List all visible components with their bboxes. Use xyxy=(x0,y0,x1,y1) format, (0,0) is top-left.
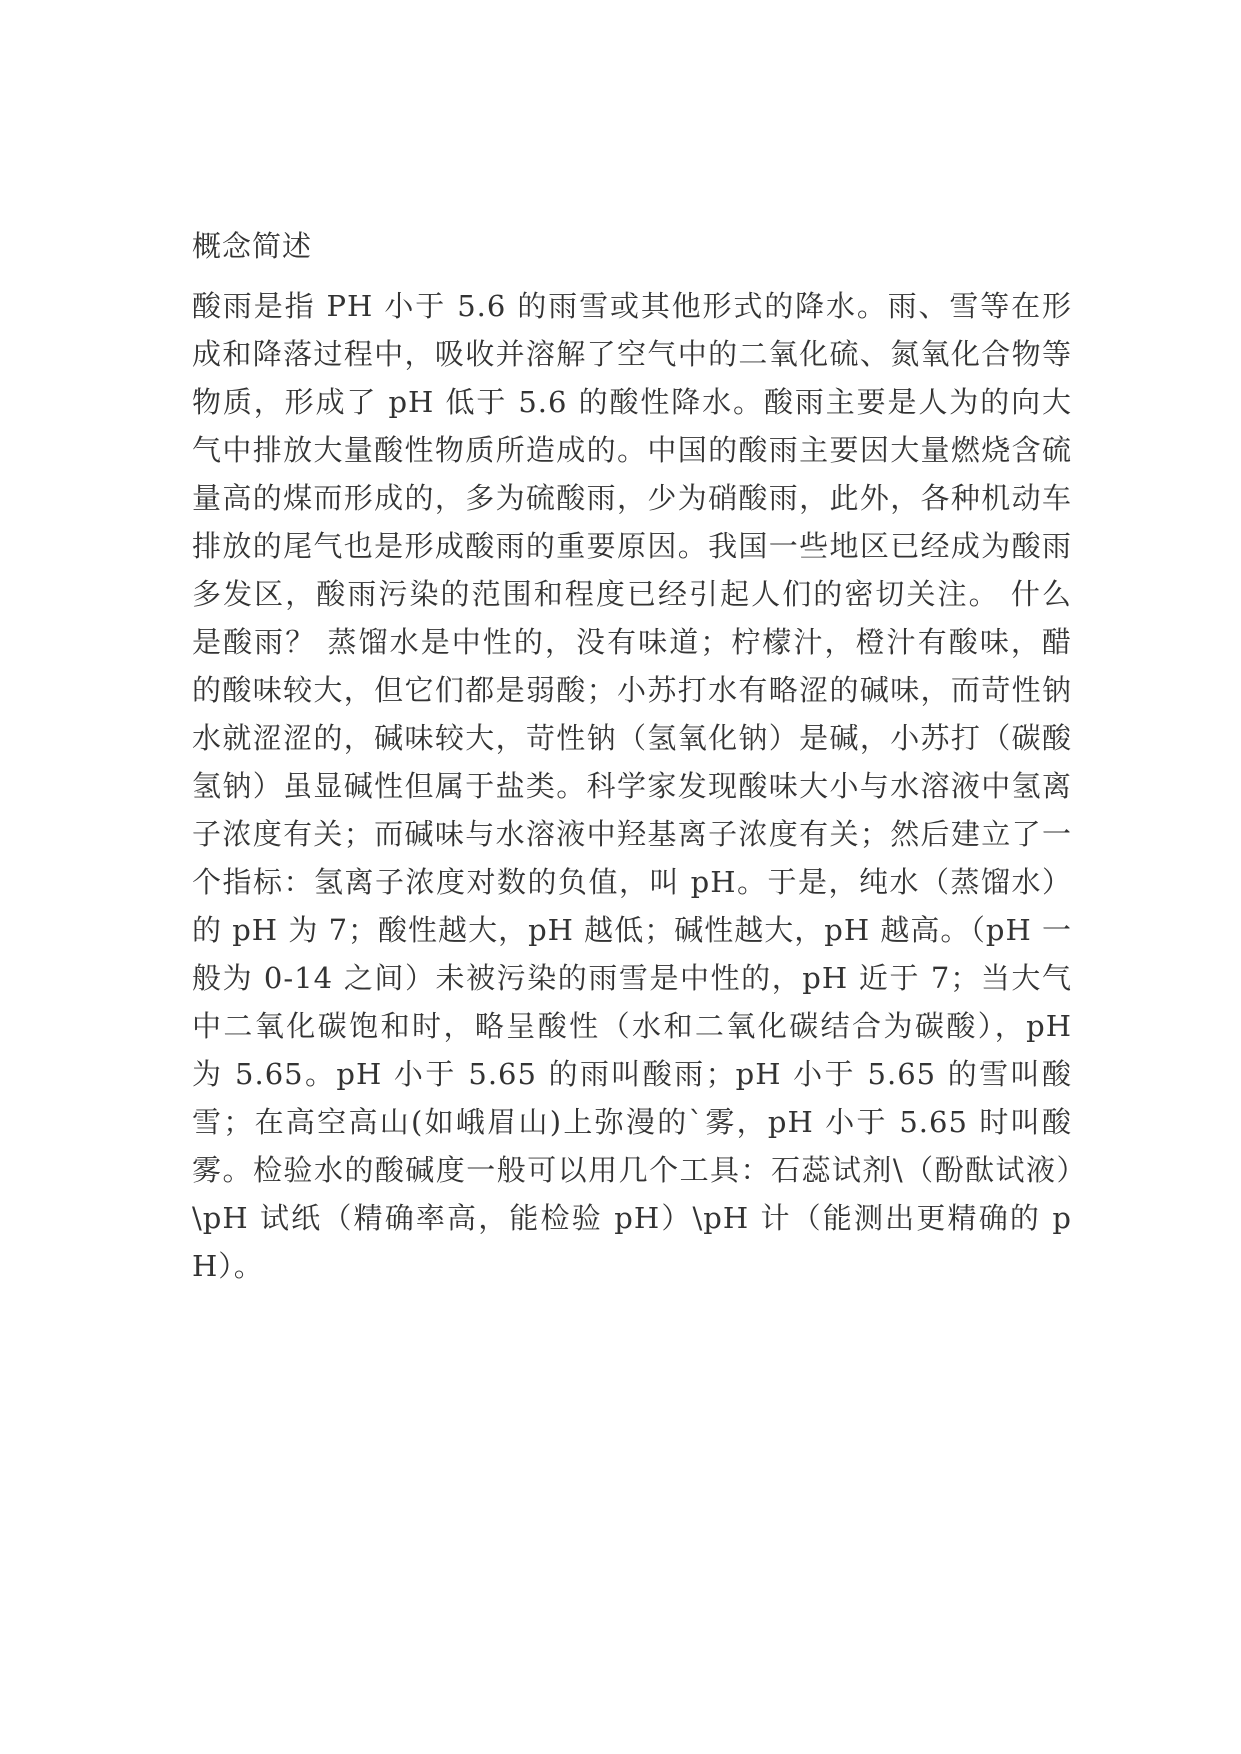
document-content xyxy=(192,222,1072,1290)
document-heading: 概念简述 xyxy=(192,229,313,263)
document-body-paragraph: 酸雨是指 PH 小于 5.6 的雨雪或其他形式的降水。雨、雪等在形成和降落过程中，吸收并溶解了空气中的二氧化硫、氮氧化合物等物质，形成了 pH 低于 5.6 的酸性降水。酸雨主要是人为的向大气中排放大量酸性物质所造成的。中国的酸雨主要因大量燃烧含硫量高的煤而形成的，多为硫酸雨，少为硝酸雨，此外，各种机动车排放的尾气也是形成酸雨的重要原因。我国一些地区已经成为酸雨多发区，酸雨污染的范围和程度已经引起人们的密切关注。 什么是酸雨？ 蒸馏水是中性的，没有味道；柠檬汁，橙汁有酸味，醋的酸味较大，但它们都是弱酸；小苏打水有略涩的碱味，而苛性钠水就涩涩的，碱味较大，苛性钠（氢氧化钠）是碱，小苏打（碳酸氢钠）虽显碱性但属于盐类。科学家发现酸味大小与水溶液中氢离子浓度有关；而碱味与水溶液中羟基离子浓度有关；然后建立了一个指标：氢离子浓度对数的负值，叫 pH。于是，纯水（蒸馏水）的 pH 为 7；酸性越大，pH 越低；碱性越大，pH 越高。（pH 一般为 0-14 之间）未被污染的雨雪是中性的，pH 近于 7；当大气中二氧化碳饱和时，略呈酸性（水和二氧化碳结合为碳酸），pH 为 5.65。pH 小于 5.65 的雨叫酸雨；pH 小于 5.65 的雪叫酸雪；在高空高山(如峨眉山)上弥漫的`雾，pH 小于 5.65 时叫酸雾。检验水的酸碱度一般可以用几个工具：石蕊试剂\（酚酞试液）\pH 试纸（精确率高，能检验 pH）\pH 计（能测出更精确的 pH）。 xyxy=(192,289,1072,1283)
